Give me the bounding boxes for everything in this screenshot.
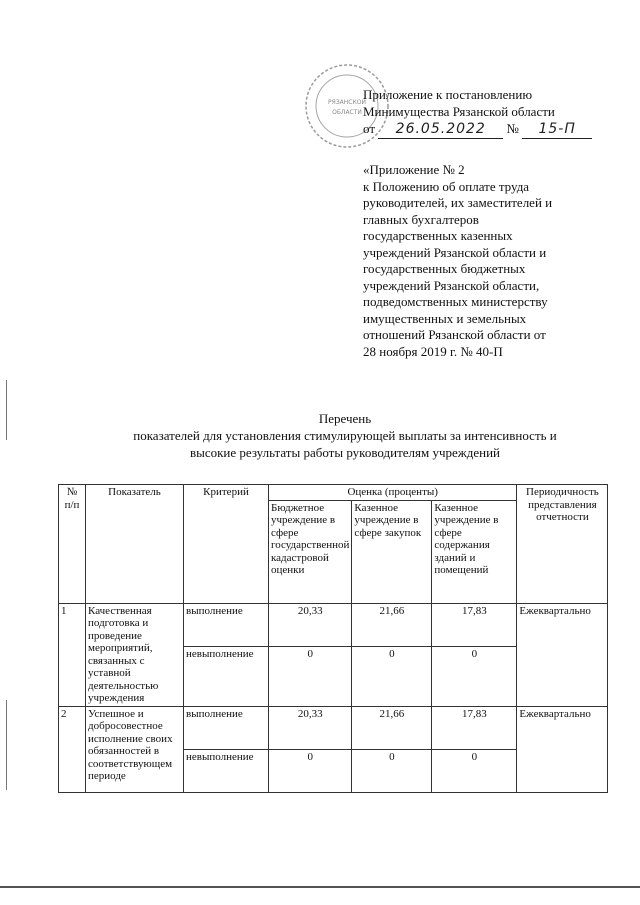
row-criterion-yes: выполнение — [184, 706, 269, 749]
appendix2-line: к Положению об оплате труда — [363, 178, 530, 194]
appendix2-line: имущественных и земельных — [363, 310, 527, 326]
row-value: 0 — [432, 647, 517, 706]
appendix2-block — [363, 162, 613, 360]
appendix-date-line — [363, 120, 613, 139]
header-num: № п/п — [59, 485, 86, 604]
appendix2-line: государственных бюджетных — [363, 261, 526, 276]
table-row — [59, 603, 608, 647]
appendix2-line: государственных казенных — [363, 228, 513, 243]
row-period: Ежеквартально — [517, 706, 608, 792]
appendix2-line: отношений Рязанской области от — [363, 327, 546, 342]
row-criterion-no: невыполнение — [184, 647, 269, 706]
svg-text:ОБЛАСТИ: ОБЛАСТИ — [332, 109, 362, 116]
row-value: 0 — [269, 749, 352, 792]
table-row — [59, 706, 608, 749]
row-num: 2 — [59, 706, 86, 792]
row-value: 21,66 — [352, 706, 432, 749]
row-value: 0 — [352, 749, 432, 792]
row-num: 1 — [59, 603, 86, 706]
handwritten-number: 15-П — [538, 121, 576, 137]
row-value: 0 — [352, 647, 432, 706]
appendix-line2: Минимущества Рязанской области — [363, 104, 555, 119]
title-line2: показателей для установления стимулирующей выплаты за интенсивность и — [133, 428, 557, 443]
appendix2-line: учреждений Рязанской области, — [363, 277, 540, 293]
appendix-header — [363, 86, 613, 139]
appendix2-line: 28 ноября 2019 г. № 40-П — [363, 343, 503, 359]
row-criterion-no: невыполнение — [184, 749, 269, 792]
row-indicator: Качественная подготовка и проведение мероприятий, связанных с уставной деятельностью учреждения — [86, 603, 184, 706]
row-value: 0 — [269, 647, 352, 706]
appendix2-line: подведомственных министерству — [363, 294, 548, 309]
row-period: Ежеквартально — [517, 603, 608, 706]
row-criterion-yes: выполнение — [184, 603, 269, 647]
appendix2-line: руководителей, их заместителей и — [363, 195, 553, 210]
row-value: 20,33 — [269, 706, 352, 749]
header-sub-buildings: Казенное учреждение в сфере содержания зданий и помещений — [432, 500, 517, 603]
title-line1: Перечень — [318, 411, 372, 426]
appendix2-line: главных бухгалтеров — [363, 211, 479, 227]
indicators-table — [58, 484, 608, 793]
number-prefix: № — [506, 121, 519, 136]
row-value: 17,83 — [432, 603, 517, 647]
row-value: 21,66 — [352, 603, 432, 647]
appendix2-line: учреждений Рязанской области и — [363, 244, 547, 260]
header-period: Периодичность представления отчетности — [517, 485, 608, 604]
row-value: 20,33 — [269, 603, 352, 647]
left-edge-line-lower — [6, 700, 7, 790]
handwritten-date: 26.05.2022 — [395, 121, 486, 137]
document-title — [80, 410, 610, 461]
title-line3: высокие результаты работы руководителям учреждений — [189, 445, 501, 460]
date-prefix: от — [363, 121, 376, 136]
row-indicator: Успешное и добросовестное исполнение своих обязанностей в соответствующем периоде — [86, 706, 184, 792]
row-value: 0 — [432, 749, 517, 792]
bottom-rule — [0, 886, 640, 888]
svg-text:РЯЗАНСКОЙ: РЯЗАНСКОЙ — [328, 99, 366, 106]
header-sub-procurement: Казенное учреждение в сфере закупок — [352, 500, 432, 603]
header-sub-budget: Бюджетное учреждение в сфере государственной кадастровой оценки — [269, 500, 352, 603]
header-criterion: Критерий — [184, 485, 269, 604]
appendix-line1: Приложение к постановлению — [363, 87, 533, 102]
appendix2-line: «Приложение № 2 — [363, 162, 465, 177]
header-score: Оценка (проценты) — [269, 485, 517, 501]
row-value: 17,83 — [432, 706, 517, 749]
header-indicator: Показатель — [86, 485, 184, 604]
left-edge-line — [6, 380, 7, 440]
